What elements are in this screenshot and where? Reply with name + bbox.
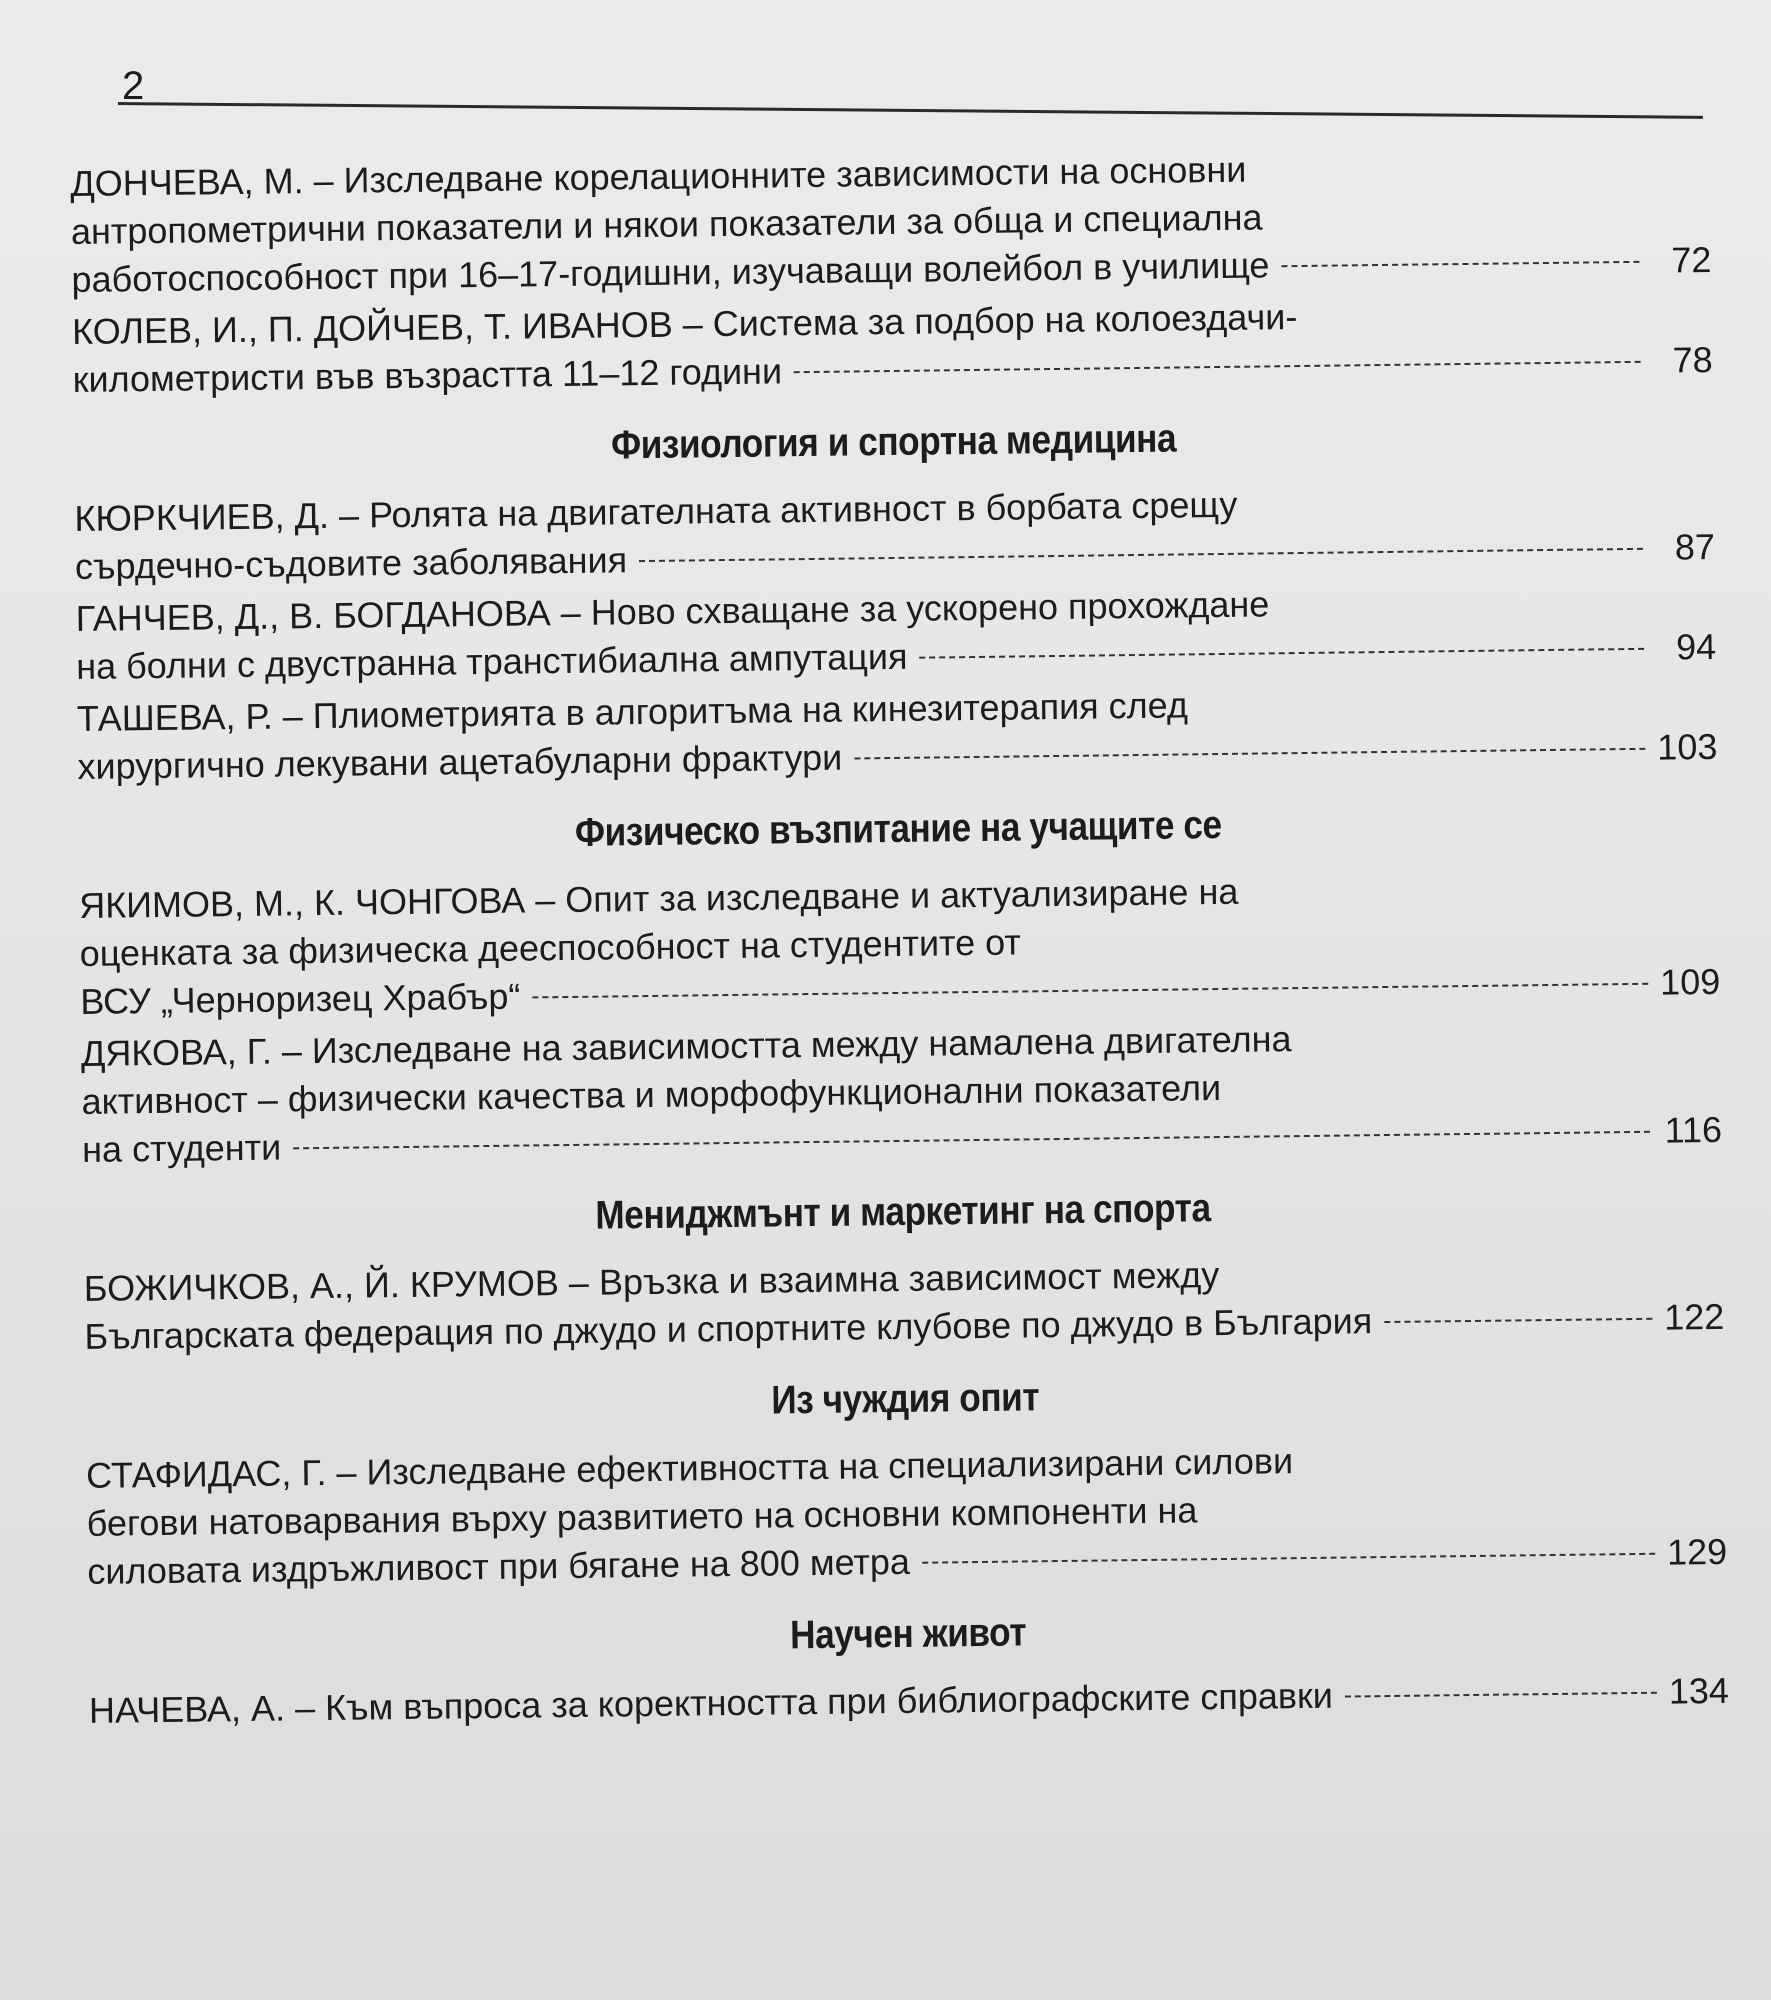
entry-text-line: на студенти [81,1126,282,1170]
entry-text-line: НАЧЕВА, А. – Към въпроса за коректността при библиографските справки [88,1674,1334,1731]
entry-text-line: ДЯКОВА, Г. – Изследване на зависимостта между намалена двигателна [80,1018,1292,1074]
toc-entry [79,862,1721,1026]
entry-page-number: 109 [1659,960,1721,1003]
entry-text-line: активност – физически качества и морфофункционални показатели [81,1067,1222,1122]
entry-text-line: БОЖИЧКОВ, А., Й. КРУМОВ – Връзка и взаимна зависимост между [83,1254,1220,1309]
entry-page-number: 103 [1657,725,1718,768]
toc-section [83,1180,1725,1361]
section-heading: Научен живот [789,1610,1027,1658]
dot-leader [794,361,1641,373]
dot-leader [854,748,1645,760]
section-heading: Мениджмънт и маркетинг на спорта [595,1186,1211,1238]
entry-text-line: антропометрични показатели и някои показатели за обща и специална [70,196,1263,253]
dot-leader [1345,1692,1657,1698]
toc-entry [77,675,1718,791]
entry-text-line: ТАШЕВА, Р. – Плиометрията в алгоритъма на кинезитерапия след [76,684,1189,739]
toc-section [88,1602,1729,1735]
page-number: 2 [122,64,145,108]
toc-section [73,410,1717,791]
entry-text-line: ГАНЧЕВ, Д., В. БОГДАНОВА – Ново схващане за ускорено прохождане [75,583,1270,639]
toc-section [85,1367,1727,1596]
entry-text-line: СТАФИДАС, Г. – Изследване ефективността на специализирани силови [85,1440,1294,1496]
dot-leader [1384,1318,1652,1323]
entry-text-line: оценката за физическа дееспособност на студентите от [79,921,1022,974]
entry-page-number: 129 [1666,1530,1728,1573]
entry-page-number: 134 [1668,1669,1730,1712]
entry-last-line [89,1667,1729,1735]
entry-text-line: хирургично лекувани ацетабуларни фрактури [77,736,843,787]
dot-leader [919,648,1644,659]
entry-page-number: 72 [1671,238,1712,281]
toc-section [78,797,1722,1174]
entry-page-number: 87 [1674,525,1716,568]
header-rule [118,102,1703,119]
section-heading: Физическо възпитание на учащите се [574,803,1222,855]
toc-section [70,140,1713,404]
toc-entry [89,1667,1729,1735]
toc-entry [70,140,1712,304]
entry-page-number: 94 [1675,625,1717,668]
entry-text-line: ДОНЧЕВА, М. – Изследване корелационните зависимости на основни [70,148,1247,205]
entry-text-line: километристи във възрастта 11–12 години [72,350,783,401]
entry-text-line: на болни с двустранна транстибиална ампутация [75,635,908,687]
dot-leader [922,1553,1655,1564]
entry-page-number: 122 [1663,1295,1725,1338]
section-heading: Из чуждия опит [771,1375,1040,1423]
dot-leader [639,548,1643,562]
entry-text-line: сърдечно-съдовите заболявания [74,539,628,587]
dot-leader [293,1131,1650,1150]
entry-text-line: работоспособност при 16–17-годишни, изучаващи волейбол в училище [71,244,1270,301]
toc-entry [86,1432,1728,1596]
toc-entry [84,1245,1725,1361]
entry-text-line: ВСУ „Черноризец Храбър“ [80,975,521,1022]
toc-entry [81,1010,1723,1174]
entry-text-line: силовата издръжливост при бягане на 800 метра [87,1540,911,1592]
entry-text-line: Българската федерация по джудо и спортните клубове по джудо в България [84,1300,1373,1357]
toc-entry [72,288,1713,404]
section-heading: Физиология и спортна медицина [610,416,1177,468]
entry-text-line: ЯКИМОВ, М., К. ЧОНГОВА – Опит за изследване и актуализиране на [78,870,1239,926]
dot-leader [1281,261,1639,267]
entry-text-line: бегови натоварвания върху развитието на основни компоненти на [86,1489,1198,1544]
entry-text-line: КОЛЕВ, И., П. ДОЙЧЕВ, Т. ИВАНОВ – Система за подбор на колоездачи- [71,296,1298,353]
entry-page-number: 78 [1672,338,1713,381]
entry-text-line: КЮРКЧИЕВ, Д. – Ролята на двигателната активност в борбата срещу [74,483,1238,539]
toc-entry [74,475,1715,591]
table-of-contents [70,140,1729,1739]
entry-page-number: 116 [1664,1108,1723,1151]
toc-entry [75,575,1716,691]
dot-leader [532,983,1648,999]
